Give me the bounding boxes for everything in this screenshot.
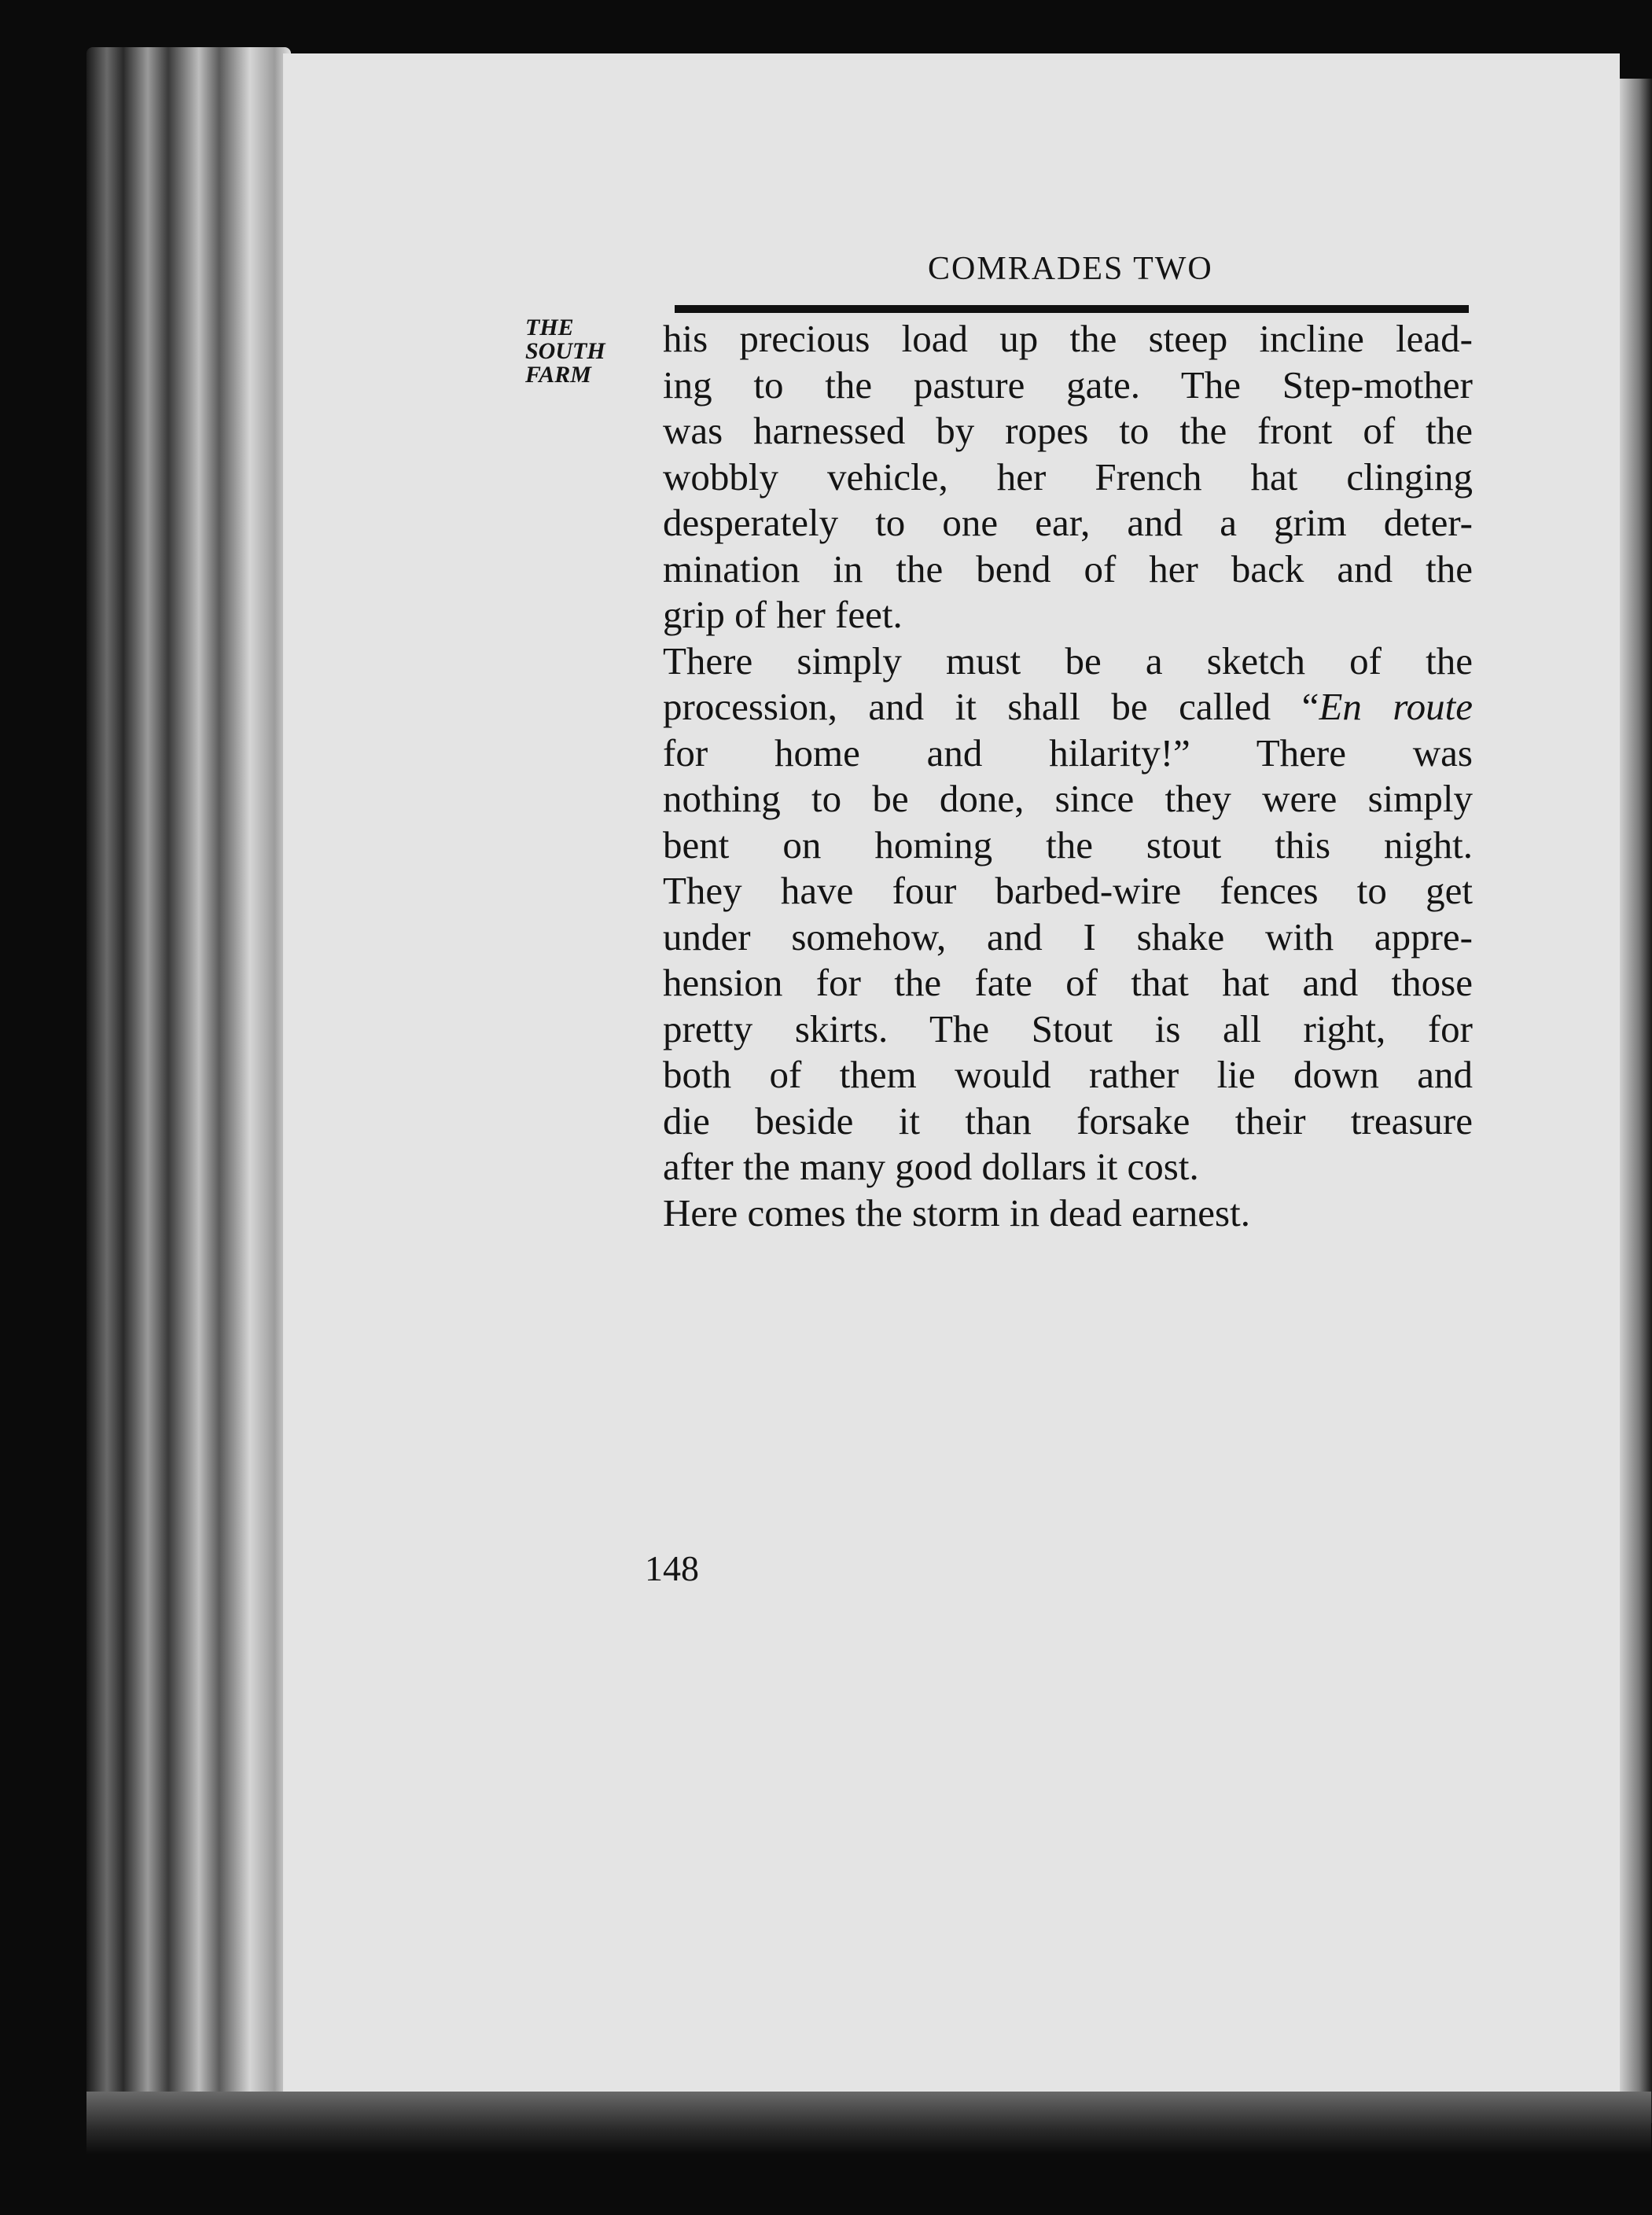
body-text xyxy=(663,316,1473,1236)
text-line-with-italic xyxy=(663,684,1473,730)
margin-note-line: THE xyxy=(525,315,574,340)
text-line: mination in the bend of her back and the xyxy=(663,546,1473,591)
text-line: was harnessed by ropes to the front of the xyxy=(663,409,1473,452)
text-line: after the many good dollars it cost. xyxy=(663,1145,1199,1188)
text-line: ing to the pasture gate. The Step-mother xyxy=(663,362,1473,407)
page-number: 148 xyxy=(645,1548,699,1588)
book-right-edge xyxy=(1620,79,1652,2123)
text-line: They have four barbed-wire fences to get xyxy=(663,869,1473,912)
text-line: wobbly vehicle, her French hat clinging xyxy=(663,454,1473,499)
italic-phrase: En route xyxy=(1319,685,1474,728)
text-line: under somehow, and I shake with appre- xyxy=(663,914,1473,958)
book-page-edge xyxy=(86,47,291,2131)
text-line: his precious load up the steep incline lead- xyxy=(663,317,1473,360)
text-line: hension for the fate of that hat and those xyxy=(663,961,1473,1004)
text-line: pretty skirts. The Stout is all right, for xyxy=(663,1006,1473,1050)
text-line: desperately to one ear, and a grim deter- xyxy=(663,501,1473,544)
bottom-shadow xyxy=(86,2092,1651,2154)
margin-note xyxy=(525,316,635,387)
margin-note-line: FARM xyxy=(525,362,591,388)
text-line: There simply must be a sketch of the xyxy=(663,638,1473,683)
margin-note-line: SOUTH xyxy=(525,338,605,364)
text-line: nothing to be done, since they were simply xyxy=(663,777,1473,820)
header-rule xyxy=(675,305,1469,313)
text-line: for home and hilarity!” There was xyxy=(663,730,1473,775)
text-line: die beside it than forsake their treasure xyxy=(663,1098,1473,1142)
text-line: Here comes the storm in dead earnest. xyxy=(663,1190,1250,1234)
text-line: both of them would rather lie down and xyxy=(663,1053,1473,1096)
text-fragment: procession, and it shall be called “ xyxy=(663,685,1319,728)
text-line: bent on homing the stout this night. xyxy=(663,822,1473,866)
running-head: COMRADES TWO xyxy=(928,251,1213,287)
text-line: grip of her feet. xyxy=(663,593,903,636)
